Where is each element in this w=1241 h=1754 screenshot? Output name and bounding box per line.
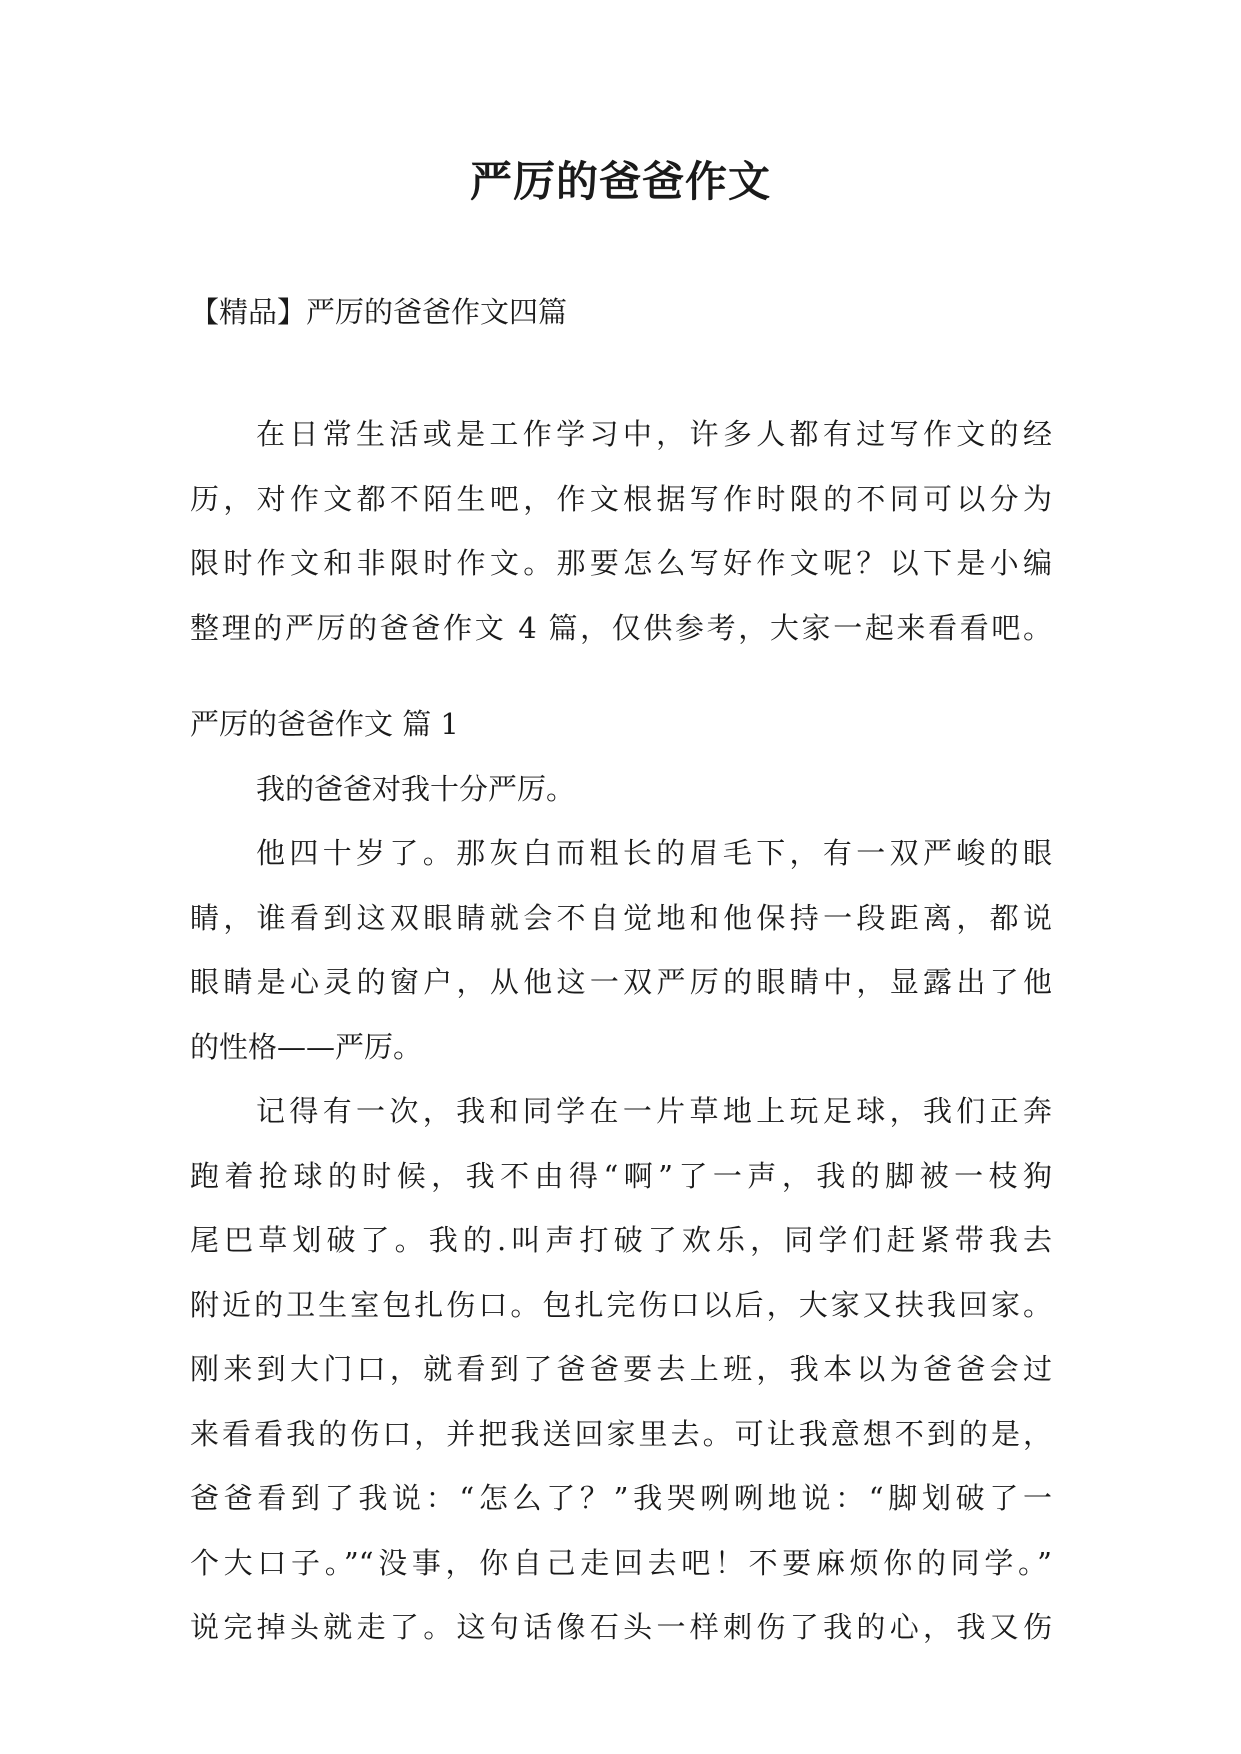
essay-line: 尾巴草划破了。我的.叫声打破了欢乐，同学们赶紧带我去 <box>190 1223 1052 1257</box>
intro-line: 整理的严厉的爸爸作文 4 篇，仅供参考，大家一起来看看吧。 <box>190 610 1052 645</box>
essay-line: 说完掉头就走了。这句话像石头一样刺伤了我的心，我又伤 <box>190 1610 1052 1644</box>
intro-line: 在日常生活或是工作学习中，许多人都有过写作文的经 <box>256 417 1052 451</box>
essay-line: 他四十岁了。那灰白而粗长的眉毛下，有一双严峻的眼 <box>256 836 1052 870</box>
essay-section <box>190 692 1052 1660</box>
essay-line: 爸爸看到了我说：“怎么了？”我哭咧咧地说：“脚划破了一 <box>190 1481 1052 1515</box>
essay-line: 个大口子。”“没事，你自己走回去吧！不要麻烦你的同学。” <box>190 1545 1052 1580</box>
essay-line: 眼睛是心灵的窗户，从他这一双严厉的眼睛中，显露出了他 <box>190 965 1052 999</box>
essay-line: 记得有一次，我和同学在一片草地上玩足球，我们正奔 <box>256 1094 1052 1128</box>
document-subtitle: 【精品】严厉的爸爸作文四篇 <box>190 295 568 329</box>
intro-line: 限时作文和非限时作文。那要怎么写好作文呢？以下是小编 <box>190 546 1052 580</box>
intro-line: 历，对作文都不陌生吧，作文根据写作时限的不同可以分为 <box>190 481 1052 516</box>
essay-line: 的性格——严厉。 <box>190 1029 423 1064</box>
essay-line: 来看看我的伤口，并把我送回家里去。可让我意想不到的是， <box>190 1416 1052 1451</box>
document-title: 严厉的爸爸作文 <box>469 157 771 206</box>
essay-line: 刚来到大门口，就看到了爸爸要去上班，我本以为爸爸会过 <box>190 1352 1052 1386</box>
essay-line: 附近的卫生室包扎伤口。包扎完伤口以后，大家又扶我回家。 <box>190 1287 1052 1322</box>
intro-paragraph <box>190 402 1052 660</box>
essay-line: 跑着抢球的时候，我不由得“啊”了一声，我的脚被一枝狗 <box>190 1158 1052 1193</box>
essay-heading: 严厉的爸爸作文 篇 1 <box>190 707 459 741</box>
essay-line: 我的爸爸对我十分严厉。 <box>256 771 576 806</box>
essay-line: 睛，谁看到这双眼睛就会不自觉地和他保持一段距离，都说 <box>190 900 1052 935</box>
